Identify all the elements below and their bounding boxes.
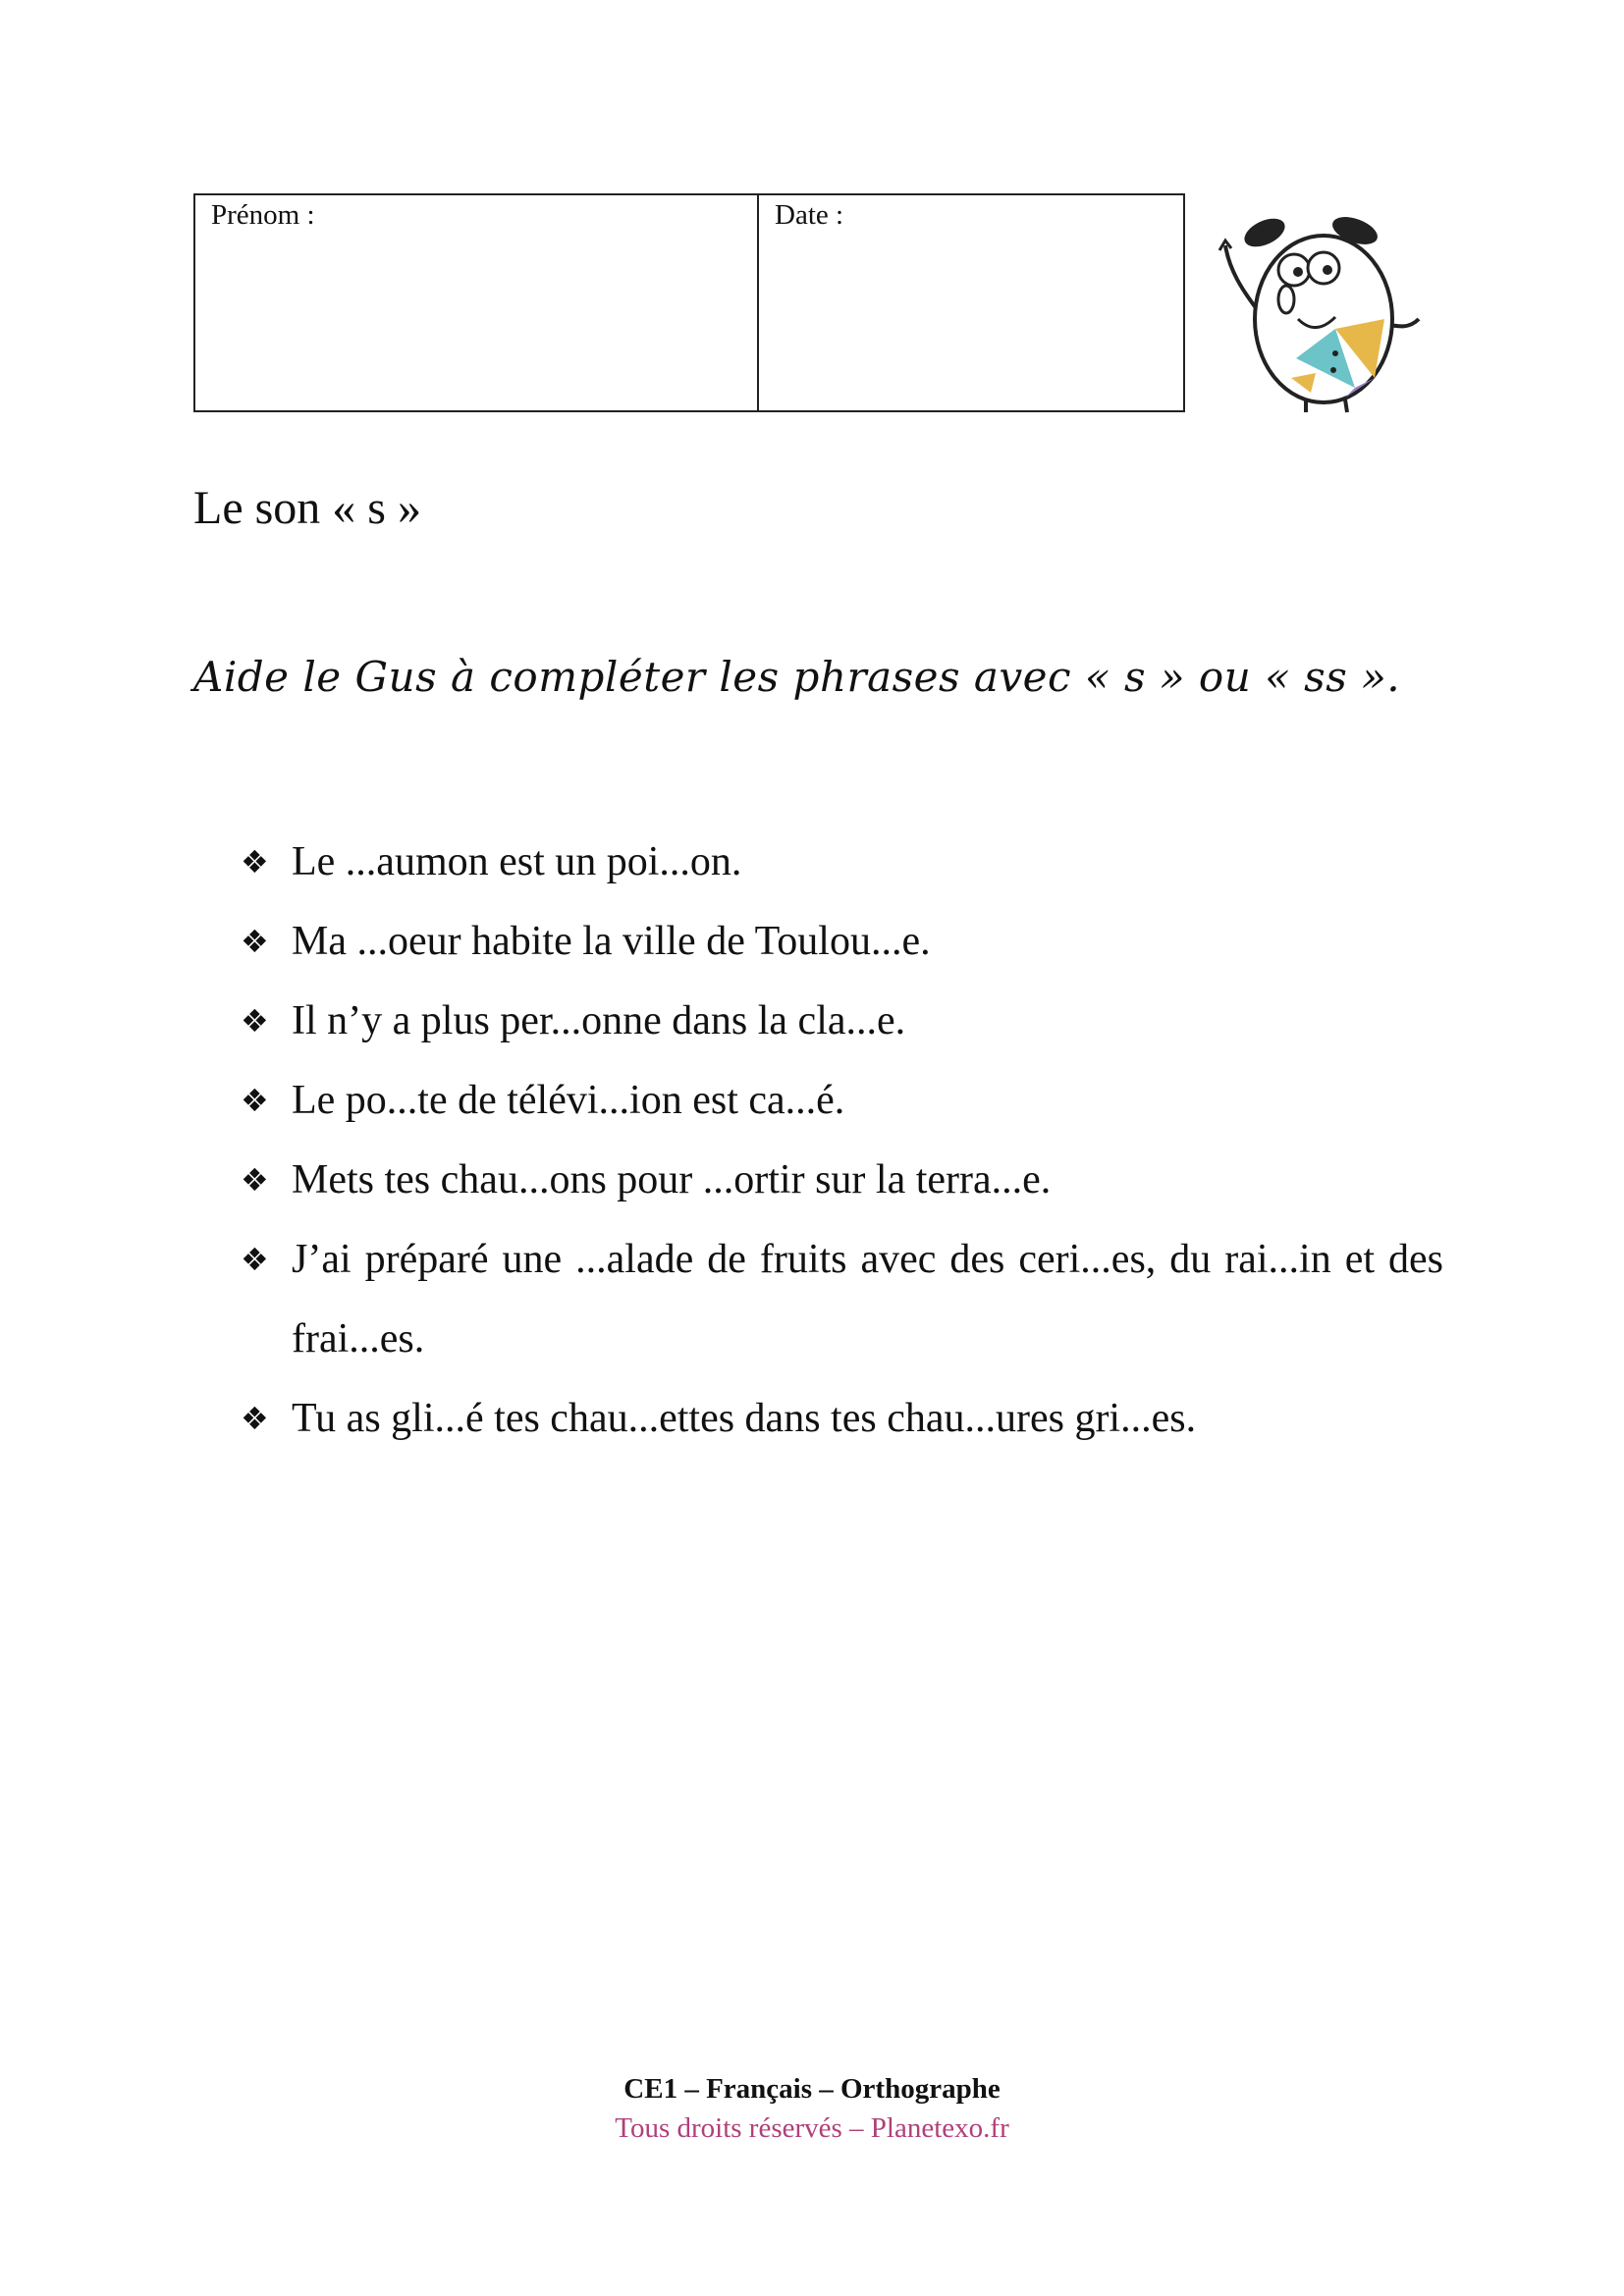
date-label: Date : [775,199,844,231]
gus-mascot-icon [1208,191,1434,417]
exercise-list [241,823,1443,1459]
exercise-item [241,1141,1443,1220]
bullet-icon: ❖ [241,843,269,881]
exercise-sentence: Le po...te de télévi...ion est ca...é. [292,1078,845,1123]
exercise-sentence: J’ai préparé une ...alade de fruits avec des ceri...es, du rai...in et des frai...es. [292,1237,1443,1362]
bullet-icon: ❖ [241,1241,269,1278]
exercise-item [241,823,1443,902]
exercise-item [241,1379,1443,1459]
exercise-item [241,1061,1443,1141]
exercise-sentence: Le ...aumon est un poi...on. [292,839,742,884]
bullet-icon: ❖ [241,1400,269,1437]
exercise-sentence: Mets tes chau...ons pour ...ortir sur la terra...e. [292,1157,1052,1202]
prenom-field[interactable] [195,195,759,410]
footer-subject: CE1 – Français – Orthographe [623,2073,1001,2105]
exercise-sentence: Il n’y a plus per...onne dans la cla...e. [292,998,906,1043]
exercise-sentence: Ma ...oeur habite la ville de Toulou...e. [292,919,931,964]
exercise-sentence: Tu as gli...é tes chau...ettes dans tes chau...ures gri...es. [292,1396,1197,1441]
bullet-icon: ❖ [241,1082,269,1119]
instruction-text: Aide le Gus à compléter les phrases avec « s » ou « ss ». [193,653,1401,701]
bullet-icon: ❖ [241,1002,269,1040]
bullet-icon: ❖ [241,923,269,960]
bullet-icon: ❖ [241,1161,269,1199]
exercise-item [241,1220,1443,1379]
page-title: Le son « s » [193,482,421,534]
footer-copyright-link[interactable]: Tous droits réservés – Planetexo.fr [615,2112,1009,2144]
student-info-box [193,193,1185,412]
date-field[interactable] [759,195,1183,410]
exercise-item [241,982,1443,1061]
prenom-label: Prénom : [211,199,315,231]
exercise-item [241,902,1443,982]
